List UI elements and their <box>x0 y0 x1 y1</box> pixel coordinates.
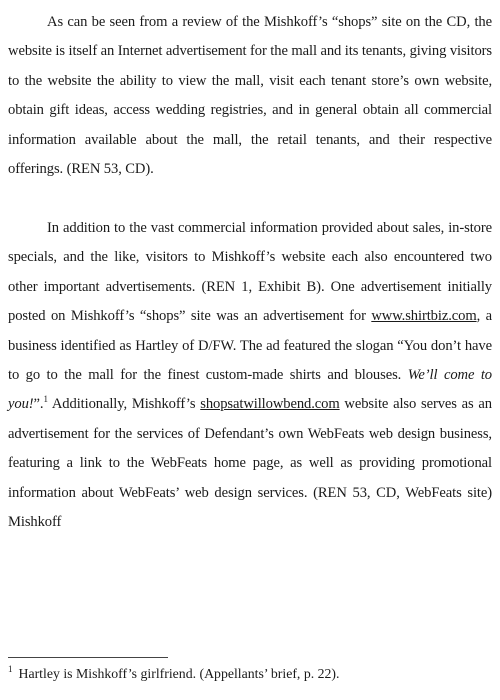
paragraph-2-text-b: , a business identified as Hartley of D/FW. The ad featured the slogan “You don’t have to go to the mall for the finest custom-made shirts and blouses. <box>8 308 492 384</box>
footnote-reference[interactable]: 1 <box>43 394 48 405</box>
paragraph-2-text-c: ”. <box>33 396 44 413</box>
footnote <box>8 664 492 684</box>
shopsatwillowbend-link[interactable]: shopsatwillowbend.com <box>200 396 340 413</box>
paragraph-2-text-a: In addition to the vast commercial information provided about sales, in-store specials, and the like, visitors to Mishkoff’s website each also encountered two other important advertisements. (REN 1, Exhibit B). One advertisement initially posted on Mishkoff’s “shops” site was an advertisement for <box>8 220 492 325</box>
paragraph-2-text-e: website also serves as an advertisement for the services of Defendant’s own WebFeats web design business, featuring a link to the WebFeats home page, as well as providing promotional information about WebFeats’ web design services. (REN 53, CD, WebFeats site) Mishkoff <box>8 396 492 531</box>
body-paragraph-1 <box>8 8 492 184</box>
footnote-marker: 1 <box>8 664 13 675</box>
body-paragraph-2 <box>8 214 492 537</box>
paragraph-2-text-d: Additionally, Mishkoff’s <box>47 396 201 413</box>
slogan-emphasis: We’ll come to you! <box>8 367 492 413</box>
footnote-text: Hartley is Mishkoff’s girlfriend. (Appellants’ brief, p. 22). <box>18 666 340 681</box>
paragraph-1-text: As can be seen from a review of the Mishkoff’s “shops” site on the CD, the website is itself an Internet advertisement for the mall and its tenants, giving visitors to the website the ability to view the mall, visit each tenant store’s own website, obtain gift ideas, access wedding registries, and in general obtain all commercial information available about the mall, the retail tenants, and their respective offerings. (REN 53, CD). <box>8 14 492 178</box>
footnote-divider <box>8 657 168 658</box>
shirtbiz-link[interactable]: www.shirtbiz.com <box>371 308 477 325</box>
